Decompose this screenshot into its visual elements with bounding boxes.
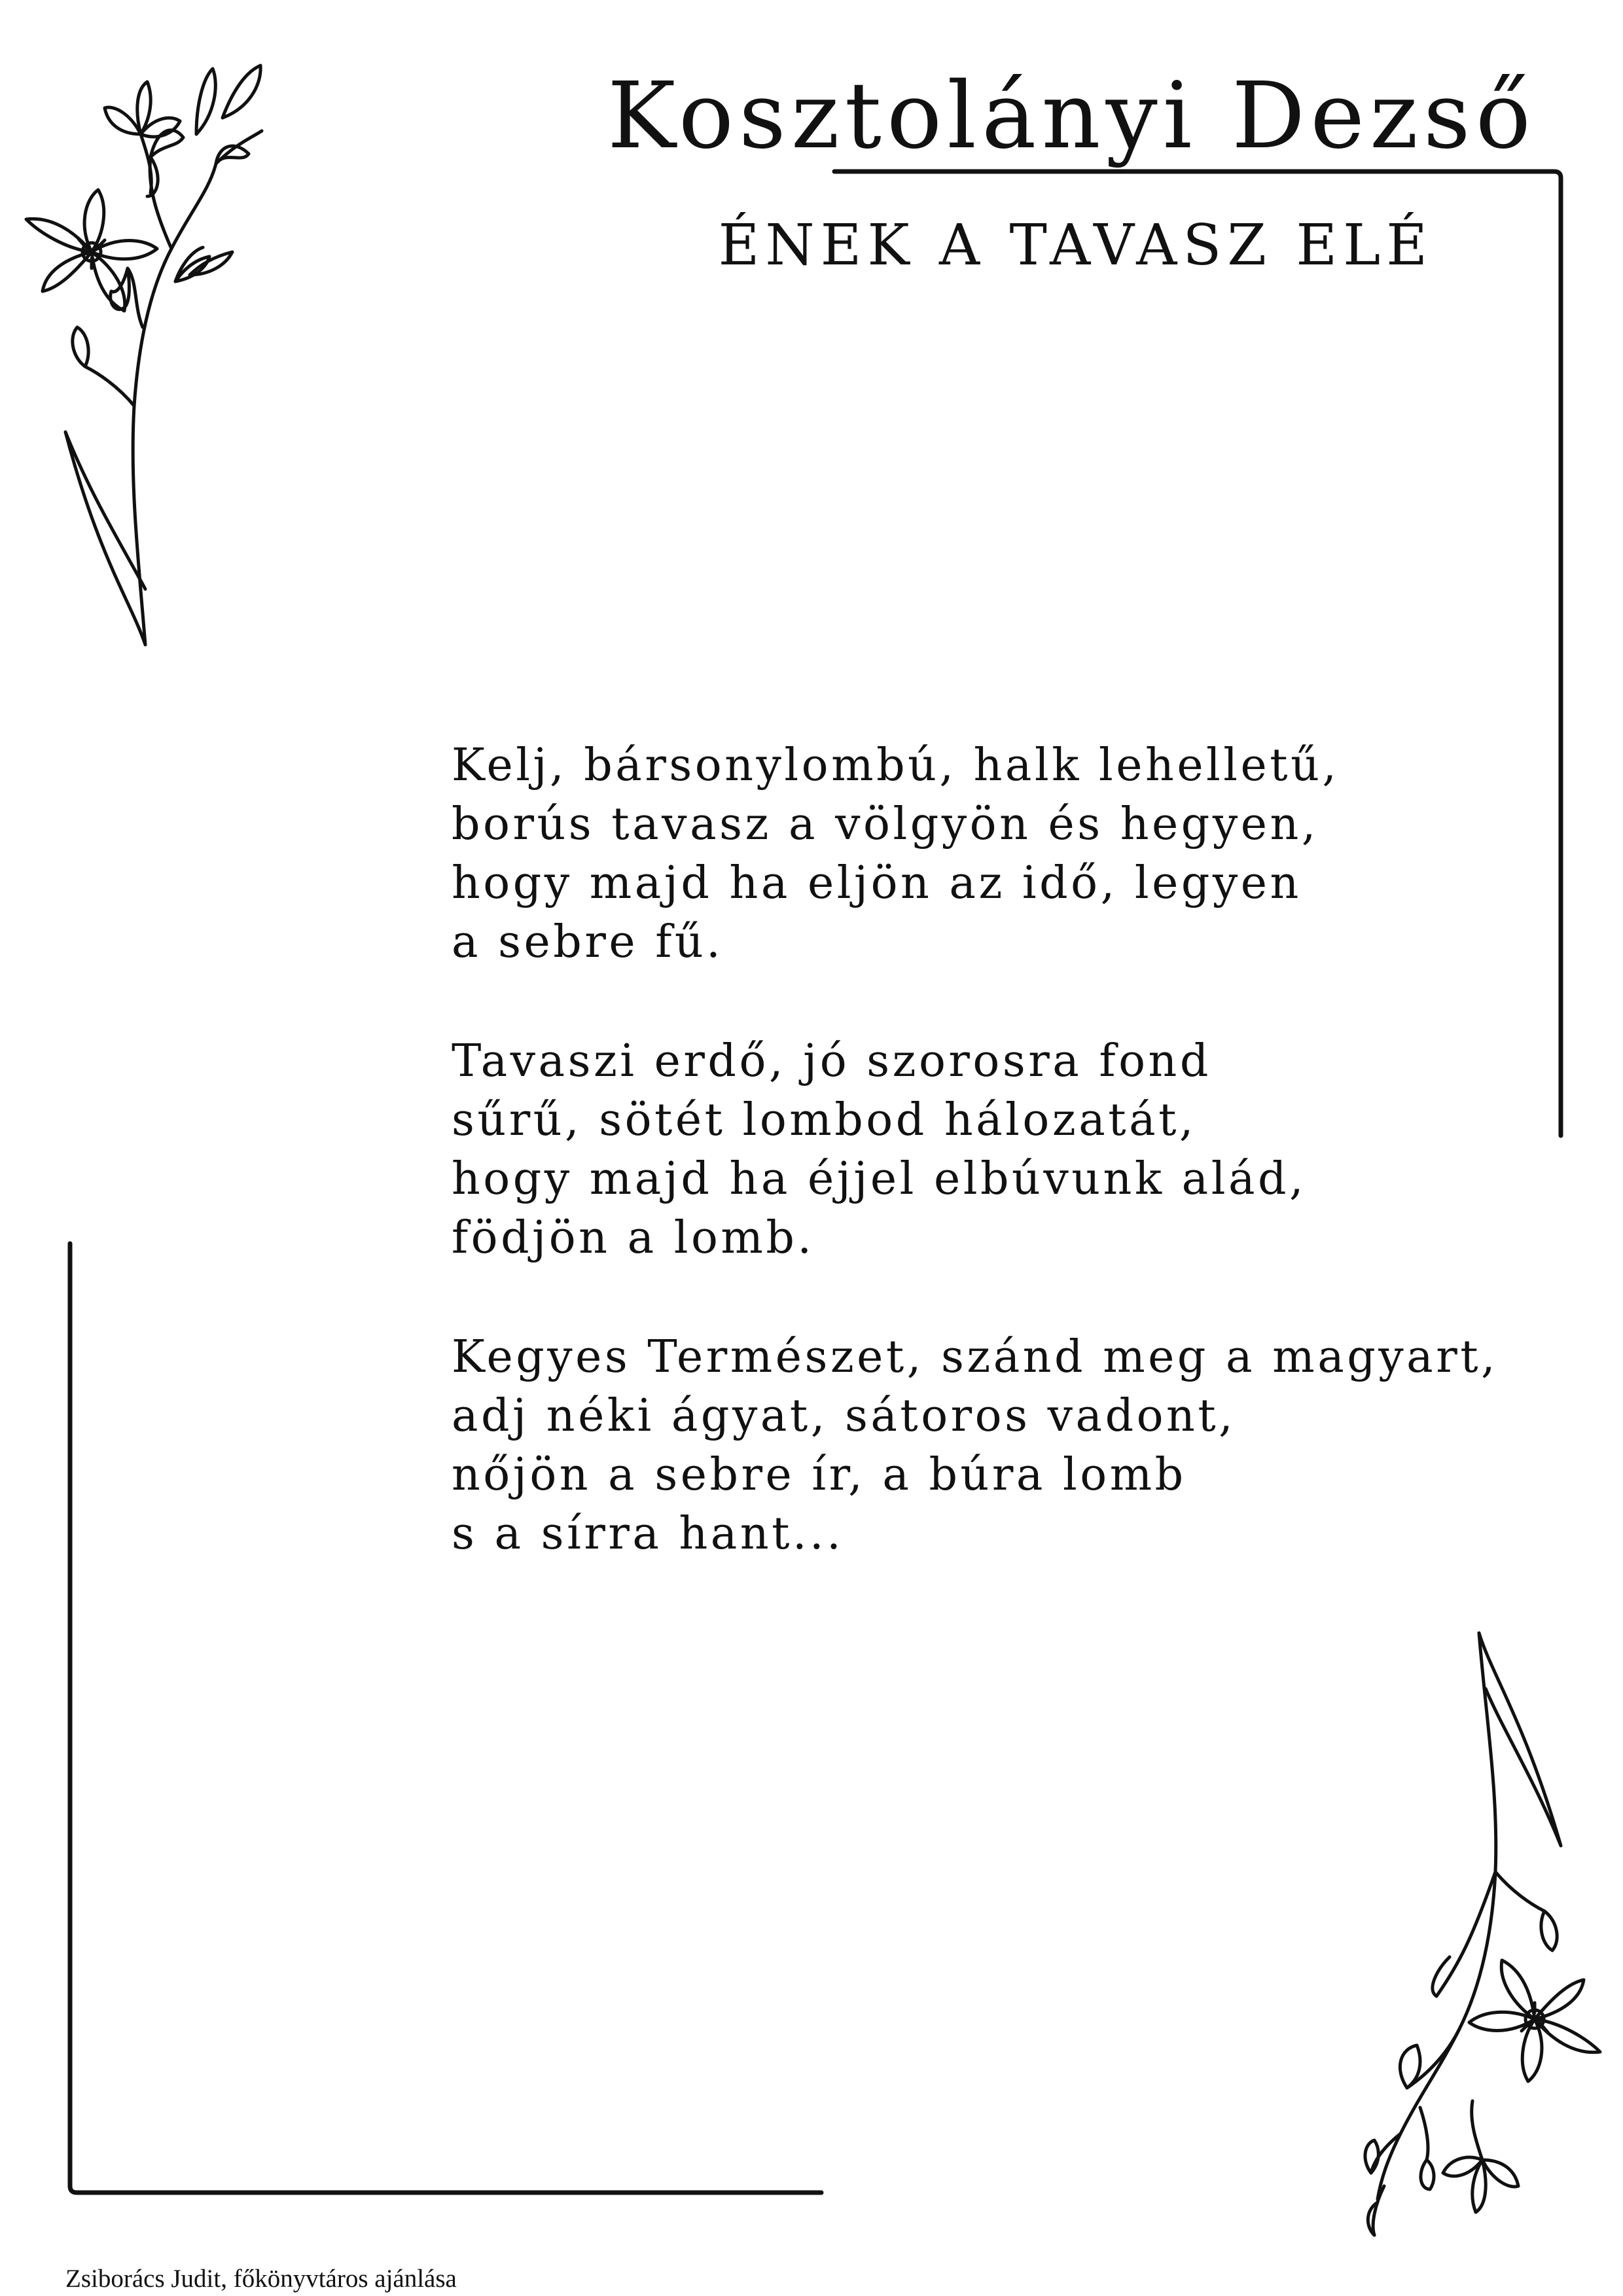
credit-line: Zsiborács Judit, főkönyvtáros ajánlása [65,2265,457,2293]
poem-line: Kelj, bársonylombú, halk lehelletű, [452,740,1340,791]
poem-line: s a sírra hant... [452,1508,844,1560]
poem-line: adj néki ágyat, sátoros vadont, [452,1390,1236,1442]
poem-body [452,736,1499,1624]
flower-branch-icon [26,65,262,645]
poem-line: Tavaszi erdő, jó szorosra fond [452,1035,1211,1087]
poem-line: a sebre fű. [452,916,724,968]
poem-line: hogy majd ha éjjel elbúvunk alád, [452,1153,1307,1205]
poem-line: nőjön a sebre ír, a búra lomb [452,1449,1186,1501]
poem-line: sűrű, sötét lombod hálozatát, [452,1094,1197,1146]
poem-line: Kegyes Természet, szánd meg a magyart, [452,1331,1499,1383]
poem-line: födjön a lomb. [452,1212,815,1264]
flower-branch-icon [1365,1633,1600,2235]
author-name: Kosztolányi Dezső [607,63,1536,170]
stanza-1 [452,736,1472,972]
poem-line: hogy majd ha eljön az idő, legyen [452,857,1302,909]
poem-line: borús tavasz a völgyön és hegyen, [452,798,1319,850]
stanza-3 [452,1328,1499,1564]
stanza-2 [452,1032,1472,1268]
poem-title: ÉNEK A TAVASZ ELÉ [718,213,1433,278]
